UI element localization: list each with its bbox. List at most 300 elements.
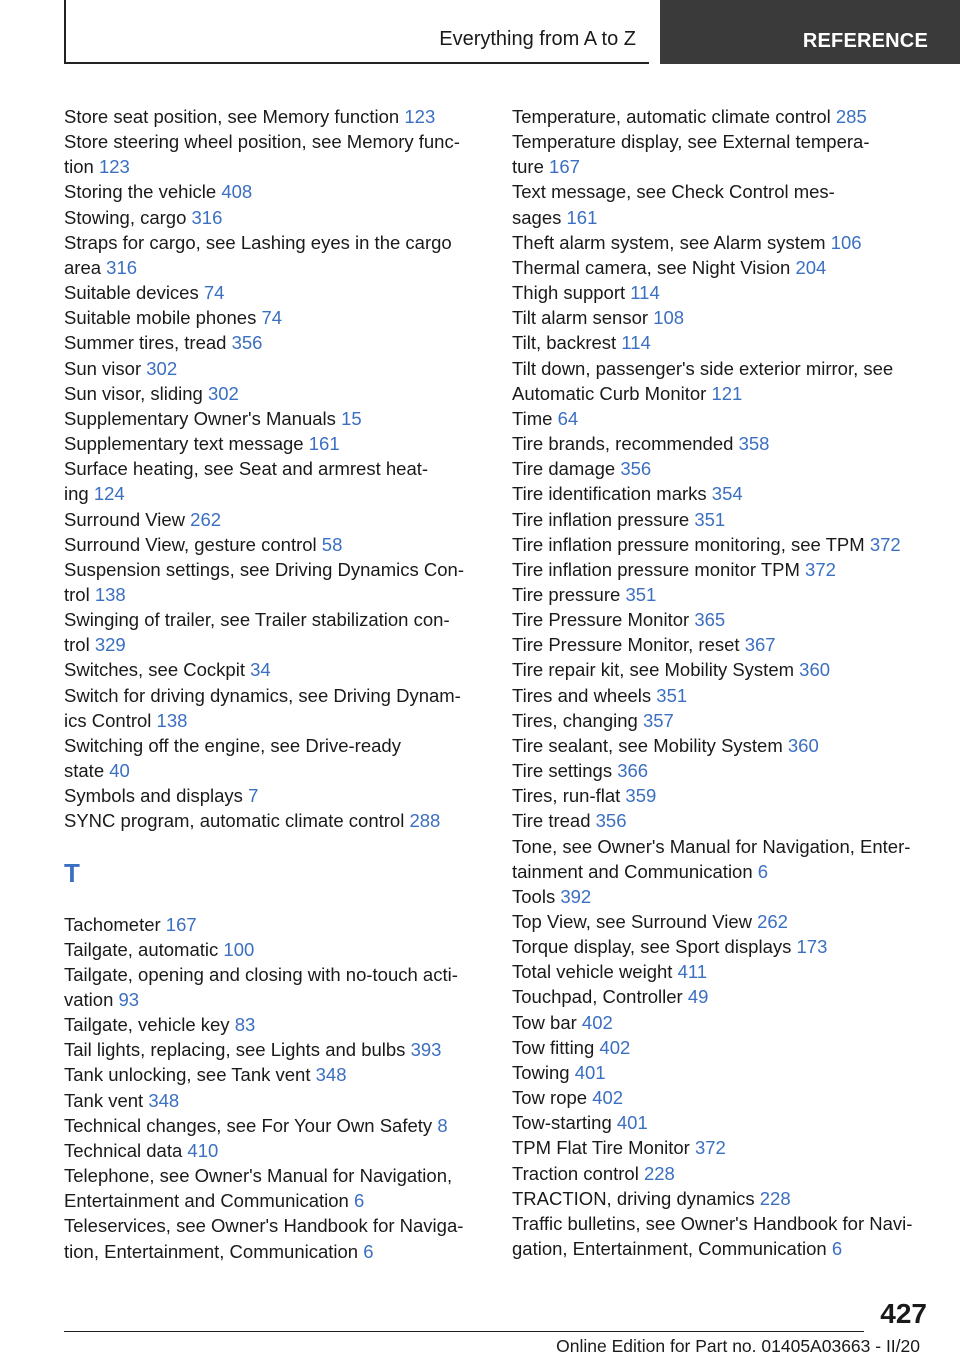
index-entry-continuation bbox=[64, 987, 484, 1012]
index-entry-text-cont: gation, Entertainment, Communication bbox=[512, 1238, 832, 1260]
index-entry-text-cont: state bbox=[64, 760, 110, 782]
page-reference-link[interactable]: 329 bbox=[94, 634, 126, 656]
index-entry-continuation bbox=[64, 255, 484, 280]
footer-rule bbox=[64, 1331, 864, 1332]
index-entry-text: Suspension settings, see Driving Dynamics Con‐ bbox=[64, 558, 464, 580]
index-entry-line bbox=[512, 179, 932, 204]
page-reference-link[interactable]: 411 bbox=[677, 961, 708, 983]
index-entry-text: Store steering wheel position, see Memory func‐ bbox=[64, 131, 460, 153]
index-entry-text: Torque display, see Sport displays bbox=[512, 936, 797, 958]
index-entry bbox=[512, 1060, 932, 1085]
index-entry-line bbox=[64, 1213, 484, 1238]
index-entry-line bbox=[64, 1062, 484, 1087]
index-entry-text: Thermal camera, see Night Vision bbox=[512, 256, 796, 278]
page-reference-link[interactable]: 161 bbox=[566, 206, 598, 228]
index-entry-line bbox=[512, 733, 932, 758]
index-entry-text: Tire inflation pressure bbox=[512, 508, 695, 530]
index-entry-line bbox=[512, 909, 932, 934]
index-entry-text: Temperature, automatic climate control bbox=[512, 106, 836, 127]
page-reference-link[interactable]: 348 bbox=[148, 1089, 180, 1111]
index-entry-text-cont: Automatic Curb Monitor bbox=[512, 382, 712, 404]
index-entry bbox=[512, 934, 932, 959]
index-entry bbox=[512, 129, 932, 179]
index-entry-text: Switch for driving dynamics, see Driving Dynam‐ bbox=[64, 684, 461, 706]
index-entry-line bbox=[64, 381, 484, 406]
index-entry-line bbox=[64, 962, 484, 987]
page-reference-link[interactable]: 354 bbox=[711, 483, 743, 505]
index-entry-text: Swinging of trailer, see Trailer stabilization con‐ bbox=[64, 609, 450, 631]
index-entry bbox=[512, 909, 932, 934]
index-entry bbox=[512, 582, 932, 607]
index-entry bbox=[64, 1113, 484, 1138]
page-reference-link[interactable]: 262 bbox=[190, 508, 222, 530]
page-reference-link[interactable]: 348 bbox=[315, 1064, 347, 1086]
index-entry-text: Time bbox=[512, 407, 558, 429]
page-reference-link[interactable]: 34 bbox=[250, 659, 271, 681]
page-reference-link[interactable]: 356 bbox=[231, 332, 263, 354]
page-reference-link[interactable]: 366 bbox=[617, 760, 649, 782]
index-entry bbox=[512, 330, 932, 355]
index-entry-text-cont: sages bbox=[512, 206, 567, 228]
index-entry-line bbox=[64, 330, 484, 355]
index-entry bbox=[512, 632, 932, 657]
page-reference-link[interactable]: 167 bbox=[549, 156, 580, 178]
page-reference-link[interactable]: 357 bbox=[642, 709, 674, 731]
index-entry bbox=[512, 179, 932, 229]
page-reference-link[interactable]: 15 bbox=[341, 407, 362, 429]
page-reference-link[interactable]: 74 bbox=[261, 307, 283, 329]
page-reference-link[interactable]: 359 bbox=[625, 785, 657, 807]
page-reference-link[interactable]: 8 bbox=[437, 1114, 448, 1136]
header-left-rule bbox=[64, 0, 66, 64]
index-entry-text: Total vehicle weight bbox=[512, 961, 678, 983]
index-entry-line bbox=[512, 708, 932, 733]
index-entry bbox=[64, 456, 484, 506]
index-entry bbox=[512, 683, 932, 708]
index-entry-text: Tire settings bbox=[512, 760, 618, 782]
index-entry-text: Tire Pressure Monitor bbox=[512, 609, 695, 631]
index-entry-text: Tire brands, recommended bbox=[512, 433, 739, 455]
index-entry-line bbox=[64, 912, 484, 937]
index-entry-line bbox=[512, 1035, 932, 1060]
page-reference-link[interactable]: 228 bbox=[759, 1187, 791, 1209]
index-entry-text: Tail lights, replacing, see Lights and bulbs bbox=[64, 1039, 411, 1061]
index-entry-text-cont: ing bbox=[64, 483, 94, 505]
index-entry-line bbox=[64, 1012, 484, 1037]
index-entry-continuation bbox=[64, 1239, 484, 1264]
index-entry-text: Theft alarm system, see Alarm system bbox=[512, 231, 831, 253]
index-entry-line bbox=[512, 255, 932, 280]
index-entry-line bbox=[64, 1138, 484, 1163]
index-entry bbox=[64, 1088, 484, 1113]
index-entry-text: Surround View bbox=[64, 508, 191, 530]
page-reference-link[interactable]: 402 bbox=[581, 1011, 613, 1033]
index-entry-text: Tires, changing bbox=[512, 709, 643, 731]
index-entry-line bbox=[512, 758, 932, 783]
index-entry-text: Tailgate, opening and closing with no-touch acti‐ bbox=[64, 963, 458, 985]
index-entry bbox=[512, 783, 932, 808]
index-entry-line bbox=[512, 230, 932, 255]
index-entry-line bbox=[512, 582, 932, 607]
page-reference-link[interactable]: 358 bbox=[738, 433, 770, 455]
index-entry-line bbox=[512, 1211, 932, 1236]
index-entry bbox=[64, 1138, 484, 1163]
index-entry-line bbox=[64, 431, 484, 456]
index-entry-line bbox=[64, 607, 484, 632]
index-entry-line bbox=[512, 1010, 932, 1035]
index-entry-text-cont: tion bbox=[64, 156, 99, 178]
index-entry-text-cont: tainment and Communication bbox=[512, 860, 758, 882]
index-entry-text: Stowing, cargo bbox=[64, 206, 192, 228]
index-entry-line bbox=[64, 456, 484, 481]
index-entry-line bbox=[512, 456, 932, 481]
index-entry-line bbox=[512, 1110, 932, 1135]
page-reference-link[interactable]: 40 bbox=[109, 760, 130, 782]
index-entry bbox=[64, 179, 484, 204]
page-reference-link[interactable]: 367 bbox=[744, 634, 776, 656]
reference-badge-label: REFERENCE bbox=[802, 30, 928, 52]
index-entry bbox=[512, 230, 932, 255]
page-reference-link[interactable]: 100 bbox=[223, 938, 255, 960]
index-entry-text: Temperature display, see External tempera‐ bbox=[512, 131, 870, 153]
index-entry-text: Thigh support bbox=[512, 282, 631, 304]
index-entry bbox=[512, 481, 932, 506]
page-reference-link[interactable]: 288 bbox=[409, 810, 441, 832]
index-entry bbox=[512, 1085, 932, 1110]
index-entry-line bbox=[64, 1088, 484, 1113]
page-reference-link[interactable]: 351 bbox=[625, 583, 657, 605]
index-entry-continuation bbox=[64, 481, 484, 506]
index-entry-line bbox=[512, 1085, 932, 1110]
reference-badge bbox=[660, 0, 960, 64]
index-entry-text: Tachometer bbox=[64, 913, 166, 935]
index-entry-text: Tank unlocking, see Tank vent bbox=[64, 1064, 316, 1086]
index-entry bbox=[64, 305, 484, 330]
index-entry-line bbox=[512, 1135, 932, 1160]
index-group-t-left bbox=[64, 912, 484, 1264]
index-entry-text: Tire inflation pressure monitor TPM bbox=[512, 558, 806, 580]
page-reference-link[interactable]: 316 bbox=[106, 256, 138, 278]
page-reference-link[interactable]: 228 bbox=[643, 1162, 675, 1184]
page-reference-link[interactable]: 302 bbox=[207, 382, 239, 404]
index-entry-line bbox=[512, 280, 932, 305]
index-entry-line bbox=[512, 481, 932, 506]
index-entry-text: Tire inflation pressure monitoring, see TPM bbox=[512, 533, 870, 555]
page-reference-link[interactable]: 114 bbox=[630, 282, 660, 304]
index-entry-text: Tire repair kit, see Mobility System bbox=[512, 659, 800, 681]
page-reference-link[interactable]: 351 bbox=[694, 508, 726, 530]
page-reference-link[interactable]: 83 bbox=[234, 1014, 256, 1036]
index-entry-text: Suitable mobile phones bbox=[64, 307, 262, 329]
index-entry bbox=[512, 356, 932, 406]
page-reference-link[interactable]: 167 bbox=[165, 913, 197, 935]
page-reference-link[interactable]: 138 bbox=[156, 709, 188, 731]
index-entry-continuation bbox=[64, 708, 484, 733]
index-entry-text-cont: Entertainment and Communication bbox=[64, 1190, 354, 1212]
index-entry-line bbox=[64, 1037, 484, 1062]
index-entry bbox=[512, 657, 932, 682]
page-reference-link[interactable]: 108 bbox=[653, 307, 685, 329]
index-entry bbox=[512, 1186, 932, 1211]
page-reference-link[interactable]: 410 bbox=[187, 1139, 219, 1161]
page-reference-link[interactable]: 161 bbox=[308, 433, 340, 455]
page-reference-link[interactable]: 49 bbox=[687, 986, 709, 1008]
index-entry-continuation bbox=[512, 205, 932, 230]
index-entry bbox=[64, 406, 484, 431]
index-entry-text: Tire identification marks bbox=[512, 483, 712, 505]
index-entry-text: Suitable devices bbox=[64, 282, 204, 304]
index-entry bbox=[512, 758, 932, 783]
page-reference-link[interactable]: 393 bbox=[410, 1039, 442, 1061]
index-entry bbox=[512, 507, 932, 532]
index-entry-line bbox=[64, 305, 484, 330]
index-entry bbox=[64, 381, 484, 406]
index-entry bbox=[512, 1211, 932, 1261]
index-entry-continuation bbox=[64, 1188, 484, 1213]
index-entry bbox=[64, 330, 484, 355]
index-entry bbox=[512, 1135, 932, 1160]
index-entry-text: Tow-starting bbox=[512, 1112, 617, 1134]
page-reference-link[interactable]: 6 bbox=[831, 1238, 843, 1260]
page-reference-link[interactable]: 6 bbox=[353, 1190, 365, 1212]
index-entry-line bbox=[512, 305, 932, 330]
page-reference-link[interactable]: 360 bbox=[799, 659, 831, 681]
page-reference-link[interactable]: 372 bbox=[805, 558, 836, 580]
page-reference-link[interactable]: 316 bbox=[191, 206, 223, 228]
index-entry-text: Technical data bbox=[64, 1139, 188, 1161]
index-entry-text: Supplementary Owner's Manuals bbox=[64, 407, 342, 429]
index-entry bbox=[64, 607, 484, 657]
index-entry bbox=[512, 959, 932, 984]
index-entry-text: Towing bbox=[512, 1061, 575, 1083]
index-entry bbox=[512, 255, 932, 280]
index-entry-continuation bbox=[64, 758, 484, 783]
page-reference-link[interactable]: 365 bbox=[694, 609, 726, 631]
index-entry bbox=[512, 1010, 932, 1035]
index-entry bbox=[64, 1163, 484, 1213]
index-entry-continuation bbox=[512, 1236, 932, 1261]
index-entry-continuation bbox=[512, 381, 932, 406]
index-entry-text: TRACTION, driving dynamics bbox=[512, 1187, 760, 1209]
page-reference-link[interactable]: 401 bbox=[616, 1112, 648, 1134]
page-reference-link[interactable]: 351 bbox=[656, 684, 688, 706]
index-entry bbox=[512, 406, 932, 431]
index-entry-text: Switching off the engine, see Drive-ready bbox=[64, 734, 401, 756]
index-entry-line bbox=[512, 129, 932, 154]
index-entry-line bbox=[512, 406, 932, 431]
index-entry-text-cont: area bbox=[64, 256, 107, 278]
index-entry-text: Traffic bulletins, see Owner's Handbook for Navi‐ bbox=[512, 1212, 913, 1234]
index-entry-line bbox=[64, 733, 484, 758]
page-number: 427 bbox=[880, 1298, 927, 1329]
index-column-left bbox=[64, 104, 484, 1264]
index-entry-text-cont: ture bbox=[512, 156, 550, 178]
index-entry bbox=[512, 431, 932, 456]
page-reference-link[interactable]: 93 bbox=[118, 989, 140, 1010]
index-entry-text: Sun visor bbox=[64, 357, 147, 379]
page-reference-link[interactable]: 285 bbox=[835, 106, 867, 127]
index-entry bbox=[512, 884, 932, 909]
page-reference-link[interactable]: 123 bbox=[404, 106, 436, 127]
index-entry-text: Store seat position, see Memory function bbox=[64, 106, 405, 127]
index-entry-line bbox=[512, 984, 932, 1009]
index-entry-continuation bbox=[64, 154, 484, 179]
page-reference-link[interactable]: 106 bbox=[830, 231, 862, 253]
index-entry-text: Tow fitting bbox=[512, 1036, 600, 1058]
letter-heading: T bbox=[64, 857, 80, 888]
index-entry bbox=[512, 834, 932, 884]
index-entry bbox=[64, 733, 484, 783]
page-reference-link[interactable]: 262 bbox=[757, 911, 788, 932]
page-reference-link[interactable]: 64 bbox=[557, 407, 579, 429]
index-entry-text: Text message, see Check Control mes‐ bbox=[512, 181, 835, 203]
index-entry bbox=[64, 912, 484, 937]
index-entry-text: Straps for cargo, see Lashing eyes in the cargo bbox=[64, 231, 452, 253]
index-entry-text: Tone, see Owner's Manual for Navigation, Enter‐ bbox=[512, 835, 911, 857]
page-reference-link[interactable]: 138 bbox=[94, 583, 126, 605]
index-entry-text: Surface heating, see Seat and armrest heat‐ bbox=[64, 458, 429, 480]
index-entry-text-cont: vation bbox=[64, 989, 119, 1010]
page-reference-link[interactable]: 6 bbox=[363, 1240, 374, 1262]
index-entry-line bbox=[512, 532, 932, 557]
index-entry-line bbox=[64, 1163, 484, 1188]
index-entry-line bbox=[512, 657, 932, 682]
index-entry-line bbox=[64, 808, 484, 833]
index-entry-line bbox=[512, 607, 932, 632]
index-entry-text: Traction control bbox=[512, 1162, 644, 1184]
page-reference-link[interactable]: 408 bbox=[221, 181, 253, 203]
index-entry bbox=[64, 1213, 484, 1263]
page-reference-link[interactable]: 58 bbox=[321, 533, 343, 555]
page-reference-link[interactable]: 74 bbox=[203, 282, 225, 304]
index-entry bbox=[64, 129, 484, 179]
index-entry-line bbox=[512, 884, 932, 909]
index-entry-line bbox=[512, 431, 932, 456]
page-reference-link[interactable]: 7 bbox=[248, 785, 259, 807]
index-entry-line bbox=[512, 683, 932, 708]
index-entry-text: Tire sealant, see Mobility System bbox=[512, 734, 788, 756]
index-entry bbox=[64, 1037, 484, 1062]
index-entry-text: Sun visor, sliding bbox=[64, 382, 208, 404]
index-entry-text: Tools bbox=[512, 885, 561, 907]
index-entry-line bbox=[512, 356, 932, 381]
index-entry-text: Tilt alarm sensor bbox=[512, 307, 654, 329]
index-entry-line bbox=[64, 406, 484, 431]
index-entry bbox=[64, 808, 484, 833]
index-group-s bbox=[64, 104, 484, 834]
index-entry-line bbox=[64, 783, 484, 808]
index-entry bbox=[64, 557, 484, 607]
index-entry-text: Tire pressure bbox=[512, 583, 626, 605]
index-entry-continuation bbox=[64, 582, 484, 607]
page-reference-link[interactable]: 372 bbox=[694, 1137, 726, 1159]
index-entry-line bbox=[64, 230, 484, 255]
index-entry-text: Switches, see Cockpit bbox=[64, 659, 251, 681]
page-reference-link[interactable]: 401 bbox=[574, 1061, 606, 1083]
page-reference-link[interactable]: 356 bbox=[620, 458, 652, 480]
index-entry bbox=[512, 456, 932, 481]
index-entry bbox=[512, 808, 932, 833]
index-entry-line bbox=[512, 783, 932, 808]
index-entry bbox=[64, 962, 484, 1012]
index-entry-text: Tow bar bbox=[512, 1011, 582, 1033]
index-entry-text: Telephone, see Owner's Manual for Navigation, bbox=[64, 1165, 453, 1187]
index-entry bbox=[512, 280, 932, 305]
index-entry bbox=[512, 532, 932, 557]
index-entry-text: Tire damage bbox=[512, 458, 621, 480]
index-entry-text-cont: trol bbox=[64, 583, 95, 605]
page-reference-link[interactable]: 204 bbox=[795, 256, 827, 278]
index-entry-continuation bbox=[512, 154, 932, 179]
index-entry-text: Tailgate, automatic bbox=[64, 938, 224, 960]
index-entry bbox=[64, 657, 484, 682]
index-entry-continuation bbox=[512, 859, 932, 884]
page-reference-link[interactable]: 302 bbox=[146, 357, 178, 379]
index-group-t-right bbox=[512, 104, 932, 1261]
index-entry-text-cont: trol bbox=[64, 634, 95, 656]
index-entry bbox=[512, 708, 932, 733]
index-entry-line bbox=[64, 205, 484, 230]
index-entry-text-cont: ics Control bbox=[64, 709, 157, 731]
page-reference-link[interactable]: 121 bbox=[711, 382, 743, 404]
index-entry-text: Tailgate, vehicle key bbox=[64, 1014, 235, 1036]
page-reference-link[interactable]: 372 bbox=[869, 533, 901, 555]
index-entry bbox=[64, 507, 484, 532]
index-entry-text: Tow rope bbox=[512, 1087, 593, 1109]
index-entry-text: SYNC program, automatic climate control bbox=[64, 810, 410, 832]
index-entry bbox=[64, 1012, 484, 1037]
index-entry-line bbox=[512, 934, 932, 959]
page-reference-link[interactable]: 402 bbox=[592, 1087, 624, 1109]
page-reference-link[interactable]: 392 bbox=[560, 885, 592, 907]
page-reference-link[interactable]: 6 bbox=[757, 860, 769, 882]
index-entry bbox=[512, 557, 932, 582]
page-reference-link[interactable]: 360 bbox=[787, 734, 819, 756]
index-entry-line bbox=[512, 959, 932, 984]
index-entry-text-cont: tion, Entertainment, Communication bbox=[64, 1240, 364, 1262]
index-entry-line bbox=[512, 632, 932, 657]
index-entry-text: Symbols and displays bbox=[64, 785, 249, 807]
page-reference-link[interactable]: 124 bbox=[93, 483, 125, 505]
index-entry-text: Touchpad, Controller bbox=[512, 986, 688, 1008]
index-entry bbox=[64, 783, 484, 808]
index-entry-line bbox=[64, 657, 484, 682]
page-reference-link[interactable]: 173 bbox=[796, 936, 828, 958]
index-entry-line bbox=[512, 507, 932, 532]
page-reference-link[interactable]: 402 bbox=[599, 1036, 631, 1058]
page-reference-link[interactable]: 356 bbox=[595, 810, 627, 832]
index-entry-line bbox=[512, 808, 932, 833]
index-entry bbox=[64, 683, 484, 733]
index-entry-line bbox=[512, 1186, 932, 1211]
page-reference-link[interactable]: 114 bbox=[621, 332, 651, 354]
index-entry bbox=[64, 356, 484, 381]
edition-note: Online Edition for Part no. 01405A03663 - II/20 bbox=[556, 1336, 920, 1356]
index-entry-text: TPM Flat Tire Monitor bbox=[512, 1137, 695, 1159]
index-entry-text: Tires and wheels bbox=[512, 684, 657, 706]
section-title: Everything from A to Z bbox=[439, 28, 636, 50]
index-entry-line bbox=[512, 104, 932, 129]
index-entry bbox=[512, 1110, 932, 1135]
index-entry-text: Surround View, gesture control bbox=[64, 533, 322, 555]
index-entry bbox=[64, 532, 484, 557]
index-entry-line bbox=[64, 557, 484, 582]
index-entry-line bbox=[512, 1060, 932, 1085]
index-entry-line bbox=[64, 683, 484, 708]
index-entry-text: Tire tread bbox=[512, 810, 596, 832]
page-reference-link[interactable]: 123 bbox=[98, 156, 130, 178]
index-entry-text: Tank vent bbox=[64, 1089, 149, 1111]
